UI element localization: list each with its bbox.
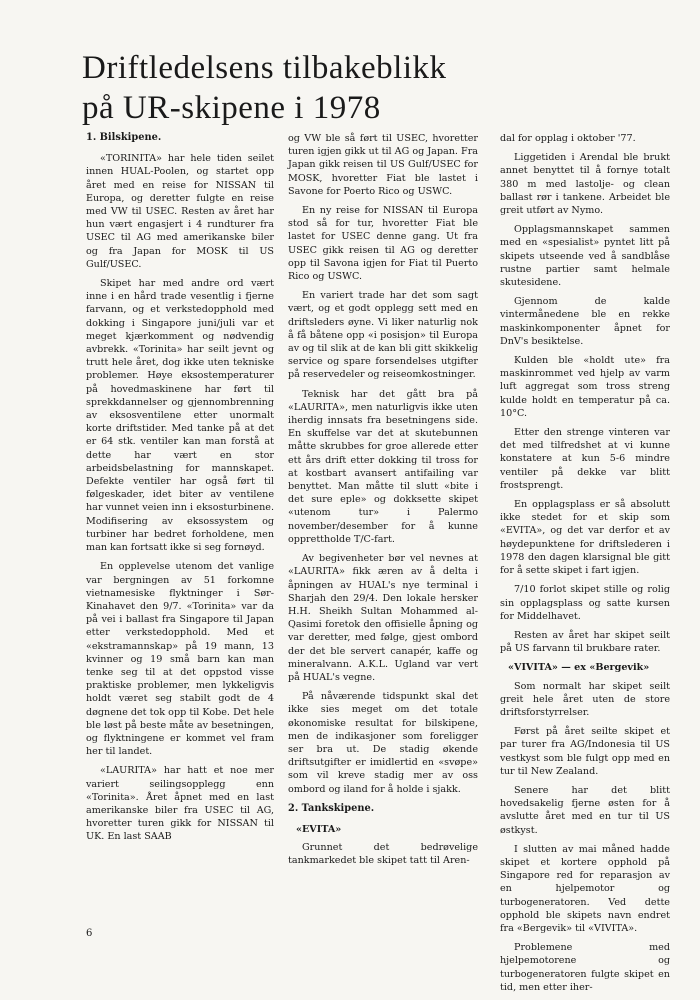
column-2 — [288, 132, 478, 874]
paragraph: En opplagsplass er så absolutt ikke stedet for et skip som «EVITA», og det var derfor et av høydepunktene for driftslederen i 1978 den dagen klarsignal ble gitt for å sette skipet i fart igjen. — [500, 499, 670, 577]
paragraph: Gjennom de kalde vintermånedene ble en rekke maskinkomponenter åpnet for DnV's besiktelse. — [500, 296, 670, 347]
paragraph: Liggetiden i Arendal ble brukt annet benyttet til å fornye totalt 380 m med lastolje- og clean ballast rør i tankene. Arbeidet ble greit utført av Nymo. — [500, 152, 670, 217]
subheading-evita: «EVITA» — [296, 823, 342, 835]
paragraph: Opplagsmannskapet sammen med en «spesialist» pyntet litt på skipets utseende ved å sandblåse rustne partier samt helmale skutesidene. — [500, 224, 670, 289]
paragraph: Etter den strenge vinteren var det med tilfredshet at vi kunne konstatere at kun 5-6 mindre ventiler på dekke var blitt frostsprengt. — [500, 427, 670, 491]
paragraph: og VW ble så ført til USEC, hvoretter turen igjen gikk ut til AG og Japan. Fra Japan gikk reisen til US Gulf/USEC for MOSK, hvoretter Fiat ble lastet i Savone for Poerto Rico og USWC. — [288, 133, 478, 197]
paragraph: 7/10 forlot skipet stille og rolig sin opplagsplass og satte kursen for Middelhavet. — [500, 584, 670, 622]
title-line-2: på UR-skipene i 1978 — [82, 90, 381, 126]
paragraph: Senere har det blitt hovedsakelig fjerne østen for å avslutte året med en tur til US østkyst. — [500, 784, 670, 836]
paragraph: «LAURITA» har hatt et noe mer variert seilingsopplegg enn «Torinita». Året åpnet med en last amerikanske biler fra USEC til AG, hvoretter turen gikk for NISSAN til UK. En last SAAB — [86, 765, 274, 843]
paragraph: Kulden ble «holdt ute» fra maskinrommet ved hjelp av varm luft aggregat som tross streng kulde holdt en temperatur på ca. 10°C. — [500, 355, 670, 419]
paragraph: Først på året seilte skipet et par turer fra AG/Indonesia til US vestkyst som ble fulgt opp med en tur til New Zealand. — [500, 726, 670, 777]
section-heading-tankskipene: 2. Tankskipene. — [288, 802, 375, 814]
paragraph: Problemene med hjelpemotorene og turbogeneratoren fulgte skipet en tid, men etter iher- — [500, 942, 670, 993]
paragraph: Av begivenheter bør vel nevnes at «LAURITA» fikk æren av å delta i åpningen av HUAL's nye terminal i Sharjah den 29/4. Den lokale hersker H.H. Sheikh Sultan Mohammed al-Qasimi foretok den offisielle åpning og var deretter, med følge, gjest ombord der det ble servert canapér, kaffe og mineralvann. A.K.L. Ugland var vert på HUAL's vegne. — [288, 553, 478, 683]
column-1 — [86, 127, 274, 850]
paragraph: dal for opplag i oktober '77. — [500, 133, 636, 144]
page-number: 6 — [86, 928, 93, 939]
paragraph: Grunnet det bedrøvelige tankmarkedet ble skipet tatt til Aren- — [288, 842, 478, 867]
section-heading-bilskipene: 1. Bilskipene. — [86, 132, 162, 143]
paragraph: På nåværende tidspunkt skal det ikke sies meget om det totale økonomiske resultat for bilskipene, men de indikasjoner som foreligger ser bra ut. De stadig økende driftsutgifter er imidlertid en «svøpe» som vil kreve stadig mer av oss ombord og iland for å holde i sjakk. — [288, 691, 478, 795]
page-title — [82, 48, 602, 128]
title-line-1: Driftledelsens tilbakeblikk — [82, 50, 447, 86]
paragraph: I slutten av mai måned hadde skipet et kortere opphold på Singapore red for reparasjon av en hjelpemotor og turbogeneratoren. Ved dette opphold ble skipets navn endret fra «Bergevik» til «VIVITA». — [500, 843, 670, 934]
subheading-vivita: «VIVITA» — ex «Bergevik» — [508, 662, 650, 674]
paragraph: Resten av året har skipet seilt på US farvann til brukbare rater. — [500, 629, 670, 655]
paragraph: «TORINITA» har hele tiden seilet innen HUAL-Poolen, og startet opp året med en reise for NISSAN til Europa, og deretter fulgte en reise med VW til USEC. Resten av året har hun vært engasjert i 4 rundturer fra USEC til AG med amerikanske biler og fra Japan for MOSK til US Gulf/USEC. — [86, 153, 274, 270]
paragraph: Teknisk har det gått bra på «LAURITA», men naturligvis ikke uten iherdig innsats fra besetningens side. En skuffelse var det at skutebunnen måtte skrubbes for groe allerede etter ett års drift etter dokking til tross for at kostbart avansert antifailing var benyttet. Man måtte til slutt «bite i det sure eple» og dokksette skipet «utenom tur» i Palermo november/desember for å kunne opprettholde T/C-fart. — [288, 388, 478, 545]
paragraph: En variert trade har det som sagt vært, og et godt opplegg sett med en driftsleders øyne. Vi liker naturlig nok å få båtene opp «i posisjon» til Europa av og til slik at de kan bli gitt skikkelig service og spare forsendelses utgifter på reservedeler og reisеomkostninger. — [288, 290, 478, 381]
column-3 — [500, 132, 670, 1000]
paragraph: Som normalt har skipet seilt greit hele året uten de store driftsforstyrrelser. — [500, 680, 670, 718]
paragraph: En ny reise for NISSAN til Europa stod så for tur, hvoretter Fiat ble lastet for USEC denne gang. Ut fra USEC gikk reisen til AG og deretter opp til Savona igjen for Fiat til Puerto Rico og USWC. — [288, 205, 478, 283]
paragraph: En opplevelse utenom det vanlige var bergningen av 51 forkomne vietnamesiske flyktninger i Sør-Kinahavet den 9/7. «Torinita» var da på vei i ballast fra Singapore til Japan etter verkstedopphold. Med et «ekstramannskap» på 19 mann, 13 kvinner og 19 små barn kan man tenke seg til at det oppstod visse praktiske problemer, men lykkeligvis holdt været seg stabilt godt de 4 døgnene det tok opp til Kobe. Det hele ble løst på beste måte av besetningen, og flyktningene er kommet vel fram her til landet. — [86, 561, 274, 758]
paragraph: Skipet har med andre ord vært inne i en hård trade vesentlig i fjerne farvann, og et verkstedopphold med dokking i Singapore juni/juli var et meget kjærkomment og nødvendig avbrekk. «Torinita» har seilt jevnt og trutt hele året, dog ikke uten tekniske problemer. Høye eksostemperaturer på hovedmaskinene har ført til sprekkdannelser og gjennombrenning av eksosventilene etter unormalt korte driftstider. Med tanke på at det er 64 stk. ventiler kan man forstå at dette har vært en stor arbeidsbelastning for mannskapet. Defekte ventiler har også ført til følgeskader, idet biter av ventilene har vunnet veien inn i eksosturbinene. Modifisering av eksossystem og turbiner har bedret forholdene, men man kan fortsatt ikke si seg fornøyd. — [86, 278, 274, 554]
